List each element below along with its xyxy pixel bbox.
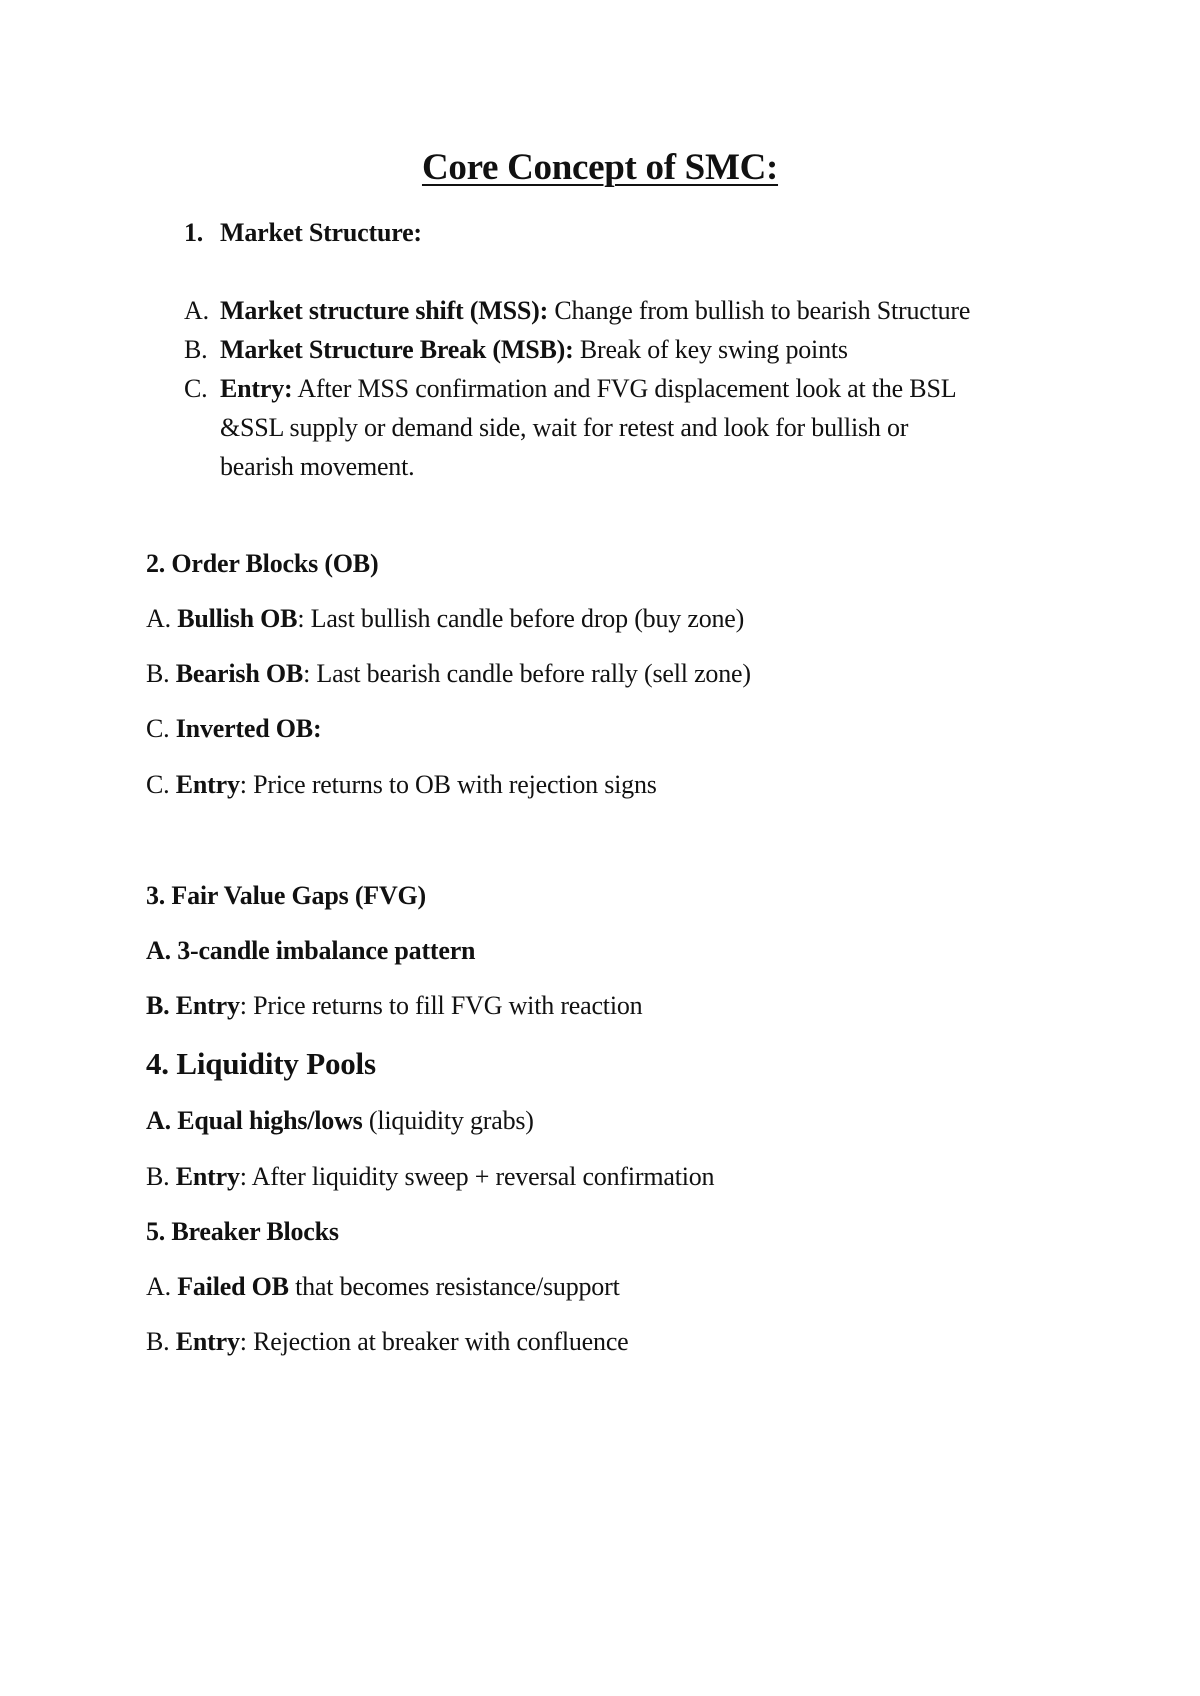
section-1-number: 1. <box>184 218 204 247</box>
list-term: Market structure shift (MSS): <box>220 296 549 325</box>
list-marker: B. <box>146 991 170 1020</box>
list-term: Entry <box>175 991 240 1020</box>
list-text: After MSS confirmation and FVG displacement look at the BSL <box>292 374 957 403</box>
list-item <box>184 374 956 404</box>
list-term: Inverted OB: <box>175 714 322 743</box>
list-marker: C. <box>184 374 208 403</box>
list-marker: B. <box>146 1162 170 1191</box>
list-item <box>146 1162 714 1192</box>
page-title: Core Concept of SMC: <box>421 147 779 188</box>
list-text: : Price returns to OB with rejection signs <box>239 770 657 799</box>
section-1-title: Market Structure: <box>220 218 422 247</box>
list-text: : Price returns to fill FVG with reaction <box>239 991 643 1020</box>
list-term: Equal highs/lows <box>177 1106 363 1135</box>
list-marker: A. <box>184 296 209 325</box>
list-item-continuation: bearish movement. <box>220 452 415 481</box>
list-term: Entry <box>175 770 240 799</box>
list-term: Bearish OB <box>175 659 304 688</box>
list-item <box>146 1327 629 1357</box>
list-item <box>146 714 321 744</box>
list-item <box>184 296 970 326</box>
list-item <box>184 335 848 365</box>
list-marker: A. <box>146 936 171 965</box>
section-2-heading <box>146 549 378 579</box>
list-item <box>146 604 744 634</box>
list-text: (liquidity grabs) <box>362 1106 534 1135</box>
list-text: : Last bullish candle before drop (buy zone) <box>297 604 745 633</box>
list-item-continuation: &SSL supply or demand side, wait for retest and look for bullish or <box>220 413 909 442</box>
list-term: Entry: <box>220 374 293 403</box>
list-term: Failed OB <box>177 1272 289 1301</box>
list-marker: C. <box>146 770 170 799</box>
section-2-title: 2. Order Blocks (OB) <box>146 549 379 578</box>
list-marker: B. <box>184 335 208 364</box>
section-3-heading <box>146 881 426 911</box>
list-text: : After liquidity sweep + reversal confirmation <box>239 1162 715 1191</box>
list-term: Entry <box>175 1162 240 1191</box>
list-text: Change from bullish to bearish Structure <box>548 296 971 325</box>
list-item <box>146 936 475 966</box>
section-3-title: 3. Fair Value Gaps (FVG) <box>146 881 427 910</box>
section-1-heading <box>184 218 422 248</box>
list-item <box>146 1272 620 1302</box>
section-5-heading <box>146 1217 339 1247</box>
section-4-heading: 4. Liquidity Pools <box>146 1046 376 1081</box>
list-item <box>146 991 642 1021</box>
list-marker: A. <box>146 604 171 633</box>
list-item <box>146 659 751 689</box>
list-text: Break of key swing points <box>573 335 848 364</box>
list-marker: A. <box>146 1106 171 1135</box>
list-text: : Rejection at breaker with confluence <box>239 1327 629 1356</box>
list-term: Entry <box>175 1327 240 1356</box>
list-marker: B. <box>146 659 170 688</box>
list-marker: B. <box>146 1327 170 1356</box>
list-text: : Last bearish candle before rally (sell zone) <box>303 659 751 688</box>
list-term: 3-candle imbalance pattern <box>177 936 476 965</box>
list-marker: A. <box>146 1272 171 1301</box>
list-item <box>146 770 657 800</box>
list-text: that becomes resistance/support <box>288 1272 620 1301</box>
list-item <box>146 1106 534 1136</box>
section-5-title: 5. Breaker Blocks <box>146 1217 339 1246</box>
list-term: Bullish OB <box>177 604 298 633</box>
list-marker: C. <box>146 714 170 743</box>
list-term: Market Structure Break (MSB): <box>220 335 574 364</box>
